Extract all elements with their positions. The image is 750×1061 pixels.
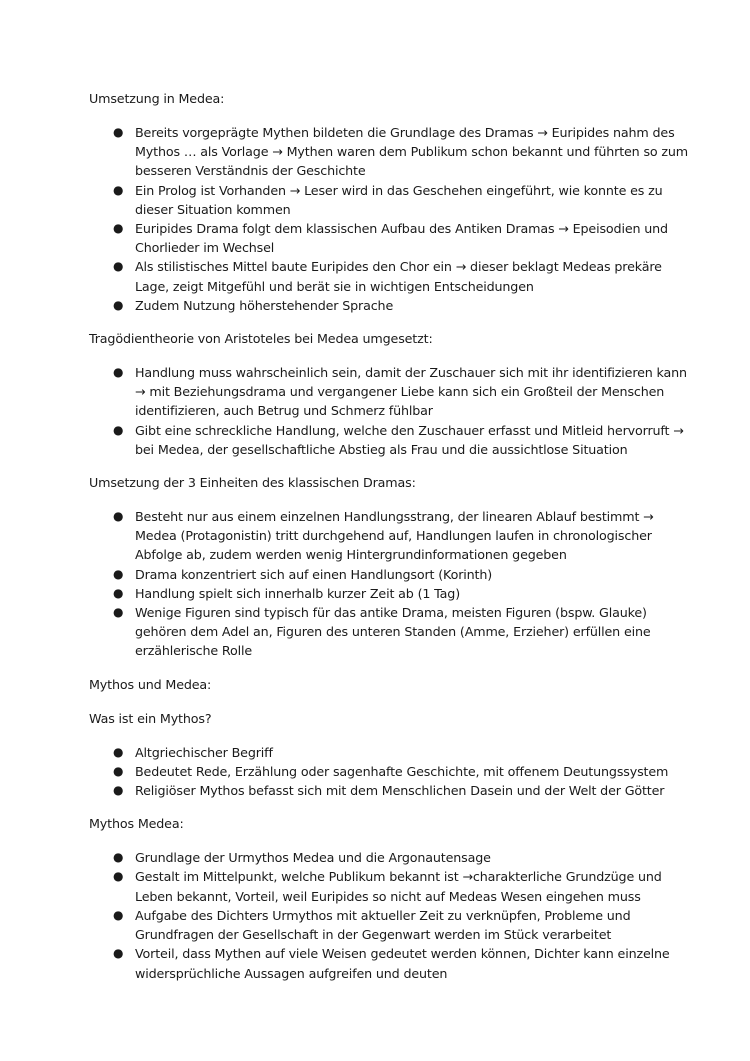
- list-item: [89, 181, 690, 219]
- list-item: [89, 123, 690, 181]
- bullet-icon: ●: [113, 744, 124, 759]
- list-item: [89, 421, 690, 459]
- list-item: [89, 762, 690, 781]
- section-mythos-und-medea: [89, 675, 690, 694]
- list-item-text: Euripides Drama folgt dem klassischen Aufbau des Antiken Dramas → Epeisodien und Chorlieder im Wechsel: [135, 221, 668, 256]
- list-item-text: Besteht nur aus einem einzelnen Handlungsstrang, der linearen Ablauf bestimmt → Medea (Protagonistin) tritt durchgehend auf, Handlungen laufen in chronologischer Abfolge ab, zudem werden wenig Hintergrundinformationen gegeben: [135, 509, 654, 563]
- list-item-text: Gestalt im Mittelpunkt, welche Publikum bekannt ist →charakterliche Grundzüge und Leben bekannt, Vorteil, weil Euripides so nicht auf Medeas Wesen eingehen muss: [135, 869, 662, 904]
- list-item-text: Handlung spielt sich innerhalb kurzer Zeit ab (1 Tag): [135, 585, 461, 601]
- section-heading: Mythos Medea:: [89, 816, 184, 832]
- section-heading: Umsetzung in Medea:: [89, 91, 225, 106]
- bullet-icon: ●: [113, 585, 124, 600]
- list-item-text: Bedeutet Rede, Erzählung oder sagenhafte Geschichte, mit offenem Deutungssystem: [135, 763, 669, 779]
- list-item-text: Handlung muss wahrscheinlich sein, damit der Zuschauer sich mit ihr identifizieren kann → mit Beziehungsdrama und vergangener Liebe kann sich ein Großteil der Menschen identifizieren, auch Betrug und Schmerz fühlbar: [135, 365, 687, 419]
- list-item-text: Bereits vorgeprägte Mythen bildeten die Grundlage des Dramas → Euripides nahm des Mythos … als Vorlage → Mythen waren dem Publikum schon bekannt und führten so zum besseren Verständnis der Geschichte: [135, 125, 689, 179]
- bullet-icon: ●: [113, 946, 124, 961]
- list-item: [89, 296, 690, 315]
- bullet-icon: ●: [113, 365, 124, 380]
- list-item-text: Religiöser Mythos befasst sich mit dem Menschlichen Dasein und der Welt der Götter: [135, 783, 665, 799]
- list-item: [89, 781, 690, 800]
- section-tragoedientheorie: [89, 329, 690, 459]
- bullet-icon: ●: [113, 259, 124, 274]
- list-item-text: Aufgabe des Dichters Urmythos mit aktueller Zeit zu verknüpfen, Probleme und Grundfragen der Gesellschaft in der Gegenwart werden im Stück verarbeitet: [135, 907, 631, 943]
- list-item: [89, 219, 690, 257]
- list-item: [89, 603, 690, 661]
- list-item: [89, 848, 690, 867]
- bullet-icon: ●: [113, 297, 124, 312]
- bullet-icon: ●: [113, 869, 124, 884]
- section-umsetzung-medea: [89, 89, 690, 315]
- section-drei-einheiten: [89, 473, 690, 661]
- bullet-icon: ●: [113, 907, 124, 922]
- list-item-text: Wenige Figuren sind typisch für das antike Drama, meisten Figuren (bspw. Glauke) gehören dem Adel an, Figuren des unteren Standen (Amme, Erzieher) erfüllen eine erzählerische Rolle: [135, 605, 651, 659]
- bullet-icon: ●: [113, 763, 124, 778]
- list-item: [89, 743, 690, 762]
- list-item: [89, 944, 690, 982]
- list-item-text: Ein Prolog ist Vorhanden → Leser wird in das Geschehen eingeführt, wie konnte es zu dieser Situation kommen: [135, 182, 663, 217]
- bullet-icon: ●: [113, 422, 124, 437]
- bullet-icon: ●: [113, 566, 124, 581]
- bullet-list: [89, 123, 690, 315]
- list-item: [89, 906, 690, 944]
- bullet-icon: ●: [113, 850, 124, 865]
- list-item-text: Drama konzentriert sich auf einen Handlungsort (Korinth): [135, 566, 493, 582]
- section-was-ist-mythos: [89, 709, 690, 801]
- section-heading: Was ist ein Mythos?: [89, 710, 212, 726]
- bullet-icon: ●: [113, 783, 124, 798]
- list-item-text: Grundlage der Urmythos Medea und die Argonautensage: [135, 850, 491, 866]
- list-item: [89, 507, 690, 565]
- list-item-text: Zudem Nutzung höherstehender Sprache: [135, 297, 394, 313]
- bullet-list: [89, 507, 690, 661]
- list-item-text: Gibt eine schreckliche Handlung, welche den Zuschauer erfasst und Mitleid hervorruft → bei Medea, der gesellschaftliche Abstieg als Frau und die aussichtlose Situation: [135, 422, 684, 457]
- bullet-icon: ●: [113, 221, 124, 236]
- list-item-text: Altgriechischer Begriff: [135, 744, 273, 760]
- bullet-icon: ●: [113, 605, 124, 620]
- list-item: [89, 584, 690, 603]
- bullet-list: [89, 743, 690, 801]
- list-item-text: Als stilistisches Mittel baute Euripides den Chor ein → dieser beklagt Medeas prekäre Lage, zeigt Mitgefühl und berät sie in wichtigen Entscheidungen: [135, 259, 662, 294]
- bullet-icon: ●: [113, 125, 124, 139]
- section-heading: Umsetzung der 3 Einheiten des klassischen Dramas:: [89, 475, 416, 491]
- bullet-icon: ●: [113, 182, 124, 197]
- section-heading: Mythos und Medea:: [89, 676, 212, 692]
- list-item-text: Vorteil, dass Mythen auf viele Weisen gedeutet werden können, Dichter kann einzelne widersprüchliche Aussagen aufgreifen und deuten: [135, 946, 670, 981]
- bullet-list: [89, 363, 690, 459]
- list-item: [89, 565, 690, 584]
- bullet-icon: ●: [113, 509, 124, 524]
- list-item: [89, 257, 690, 295]
- list-item: [89, 363, 690, 421]
- section-mythos-medea: [89, 814, 690, 982]
- list-item: [89, 867, 690, 905]
- section-heading: Tragödientheorie von Aristoteles bei Medea umgesetzt:: [89, 331, 433, 347]
- bullet-list: [89, 848, 690, 982]
